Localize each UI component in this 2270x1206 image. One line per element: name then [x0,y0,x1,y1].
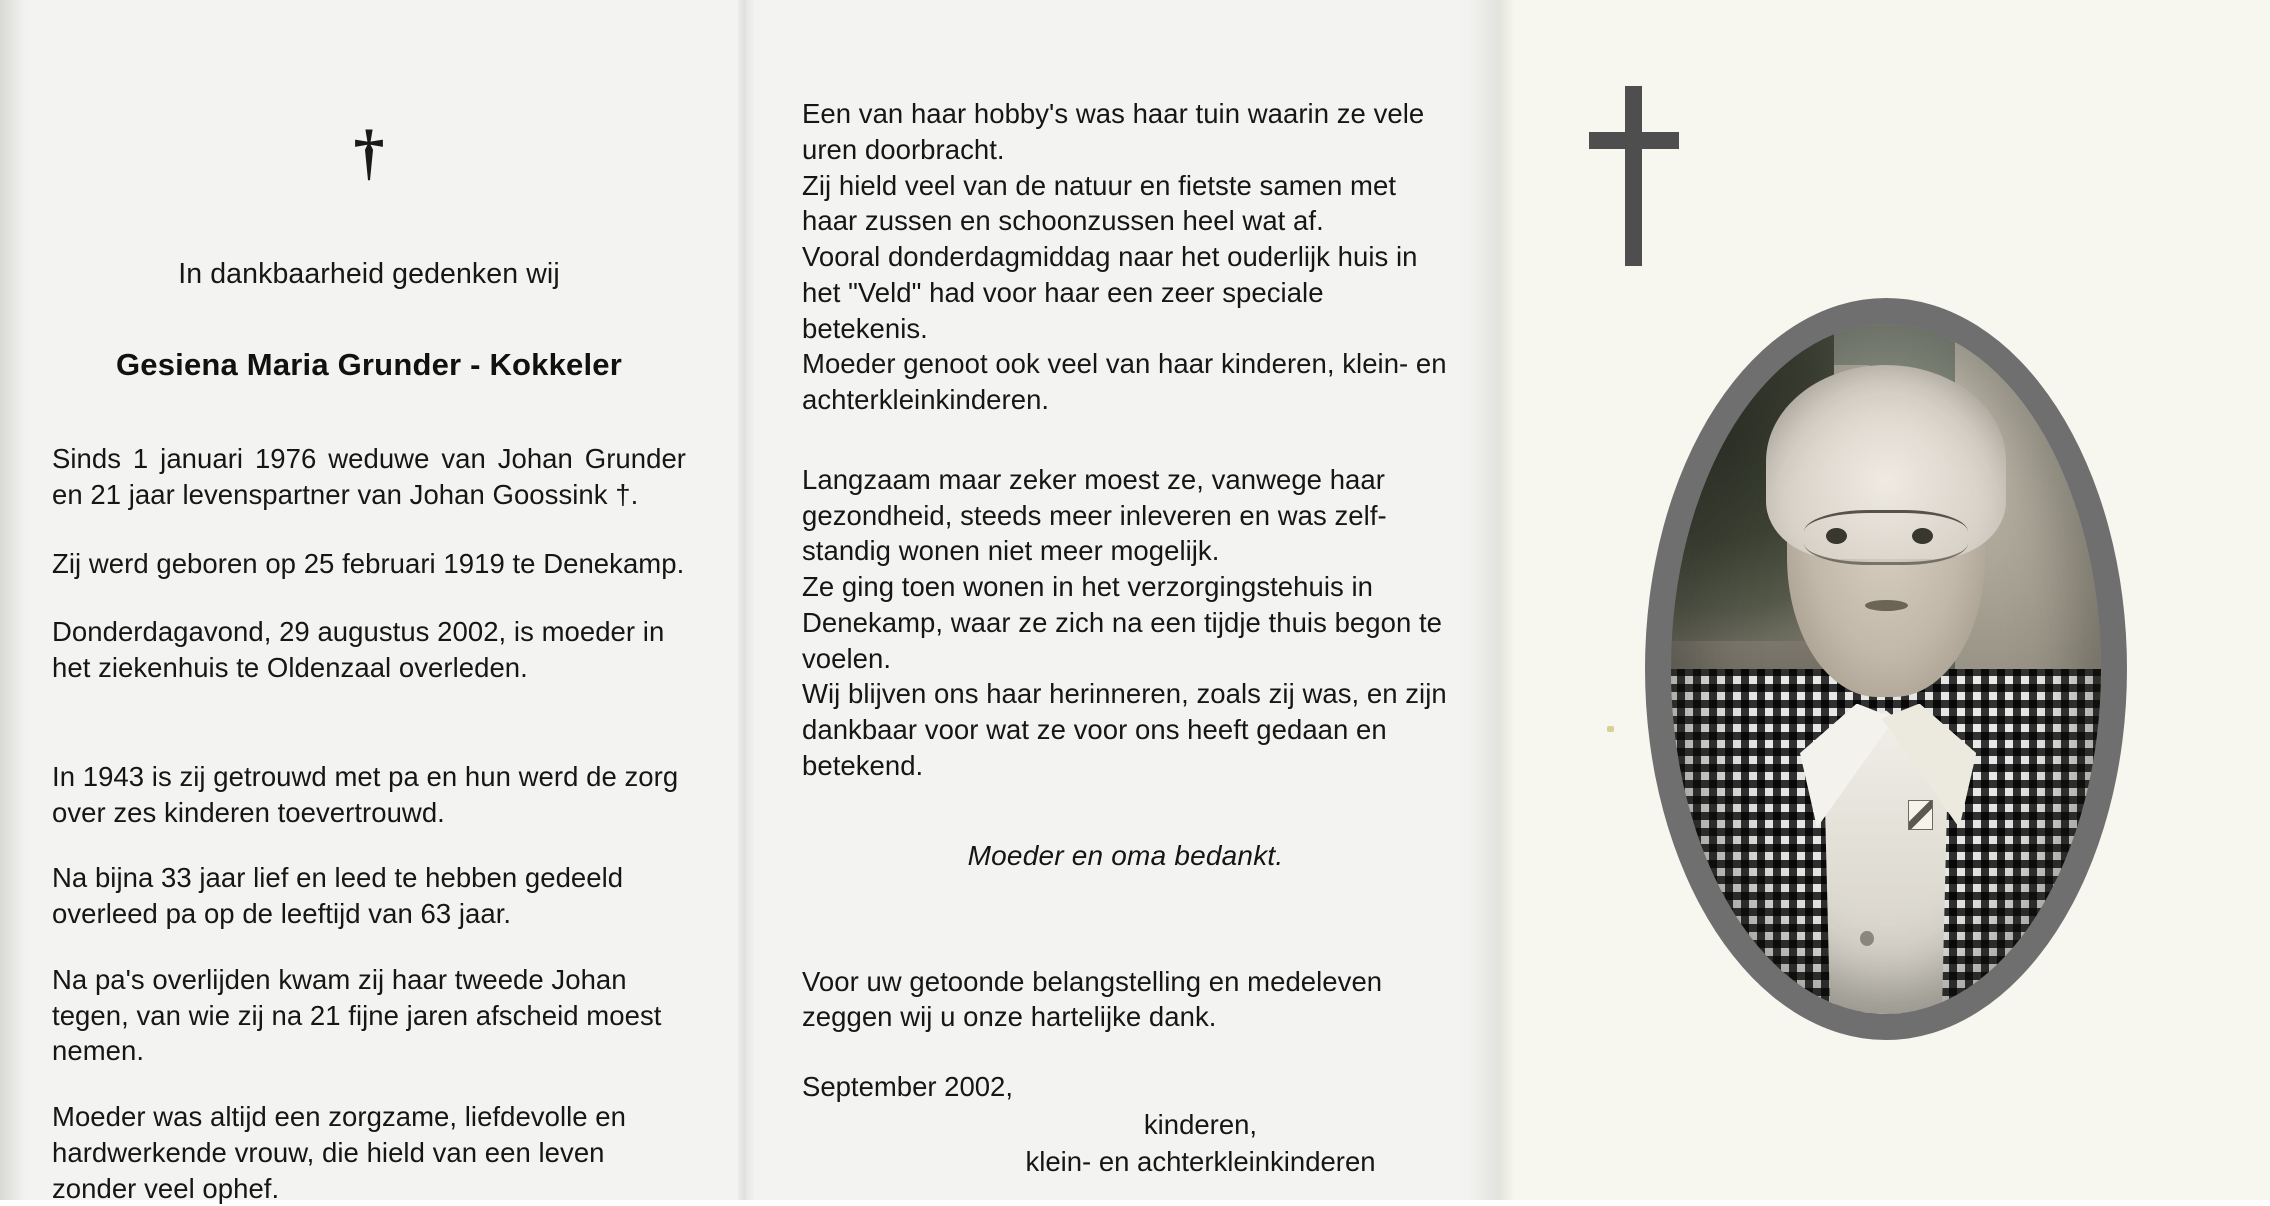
signature-line: klein- en achterkleinkinderen [1025,1145,1376,1177]
lead-line: In dankbaarheid gedenken wij [178,258,560,290]
cover-page [1497,0,2270,1200]
paragraph: In 1943 is zij getrouwd met pa en hun werd de zorg over zes kinderen toevertrouwd. [52,760,679,828]
portrait [1645,298,2127,1040]
paragraph: Zij werd geboren op 25 februari 1919 te Denekamp. [52,547,685,579]
paragraph: Sinds 1 januari 1976 weduwe van Johan Grunder en 21 jaar levenspartner van Johan Goossink †. [52,443,686,510]
center-fold [738,0,754,1200]
paragraph: Donderdagavond, 29 augustus 2002, is moeder in het ziekenhuis te Oldenzaal overleden. [52,616,665,683]
cross-horizontal-bar [1589,132,1679,149]
paper-speck [1607,726,1614,732]
paragraph: Langzaam maar zeker moest ze, vanwege haar gezondheid, steeds meer inleveren en was zelf-standig wonen niet meer mogelijk. [802,463,1387,567]
signature-block [802,1069,1449,1180]
cross-icon: † [353,119,385,187]
date-line: September 2002, [802,1071,1013,1102]
paragraph: Zij hield veel van de natuur en fietste samen met haar zussen en schoonzussen heel wat af. [802,169,1397,237]
photo-vignette [1671,324,2101,1014]
deceased-name: Gesiena Maria Grunder - Kokkeler [115,347,623,382]
paragraph: Wij blijven ons haar herinneren, zoals zij was, en zijn dankbaar voor wat ze voor ons heeft gedaan en betekend. [802,678,1447,781]
cross-vertical-bar [1625,86,1642,266]
paragraph: Moeder was altijd een zorgzame, liefdevolle en hardwerkende vrouw, die hield van een leven zonder veel ophef. [52,1101,626,1204]
paragraph: Vooral donderdagmiddag naar het ouderlijk huis in het "Veld" had voor haar een zeer speciale betekenis. [802,241,1418,344]
cross-icon [1589,86,1679,266]
paragraph: Na pa's overlijden kwam zij haar tweede Johan tegen, van wie zij na 21 fijne jaren afscheid moest nemen. [52,963,662,1067]
signature-line: kinderen, [1143,1109,1258,1141]
paragraph: Na bijna 33 jaar lief en leed te hebben gedeeld overleed pa op de leeftijd van 63 jaar. [52,862,624,929]
paragraph: Moeder genoot ook veel van haar kinderen, klein- en achterkleinkinderen. [802,348,1447,415]
spacer [52,719,686,759]
right-page [754,0,1497,1200]
left-page [0,0,738,1204]
tribute-line: Moeder en oma bedankt. [967,839,1284,871]
paragraph: Een van haar hobby's was haar tuin waarin ze vele uren doorbracht. [802,98,1425,165]
portrait-photo [1671,324,2101,1014]
paragraph: Ze ging toen wonen in het verzorgingstehuis in Denekamp, waar ze zich na een tijdje thuis begon te voelen. [802,571,1443,674]
thanks-paragraph: Voor uw getoonde belangstelling en medeleven zeggen wij u onze hartelijke dank. [802,965,1383,1033]
